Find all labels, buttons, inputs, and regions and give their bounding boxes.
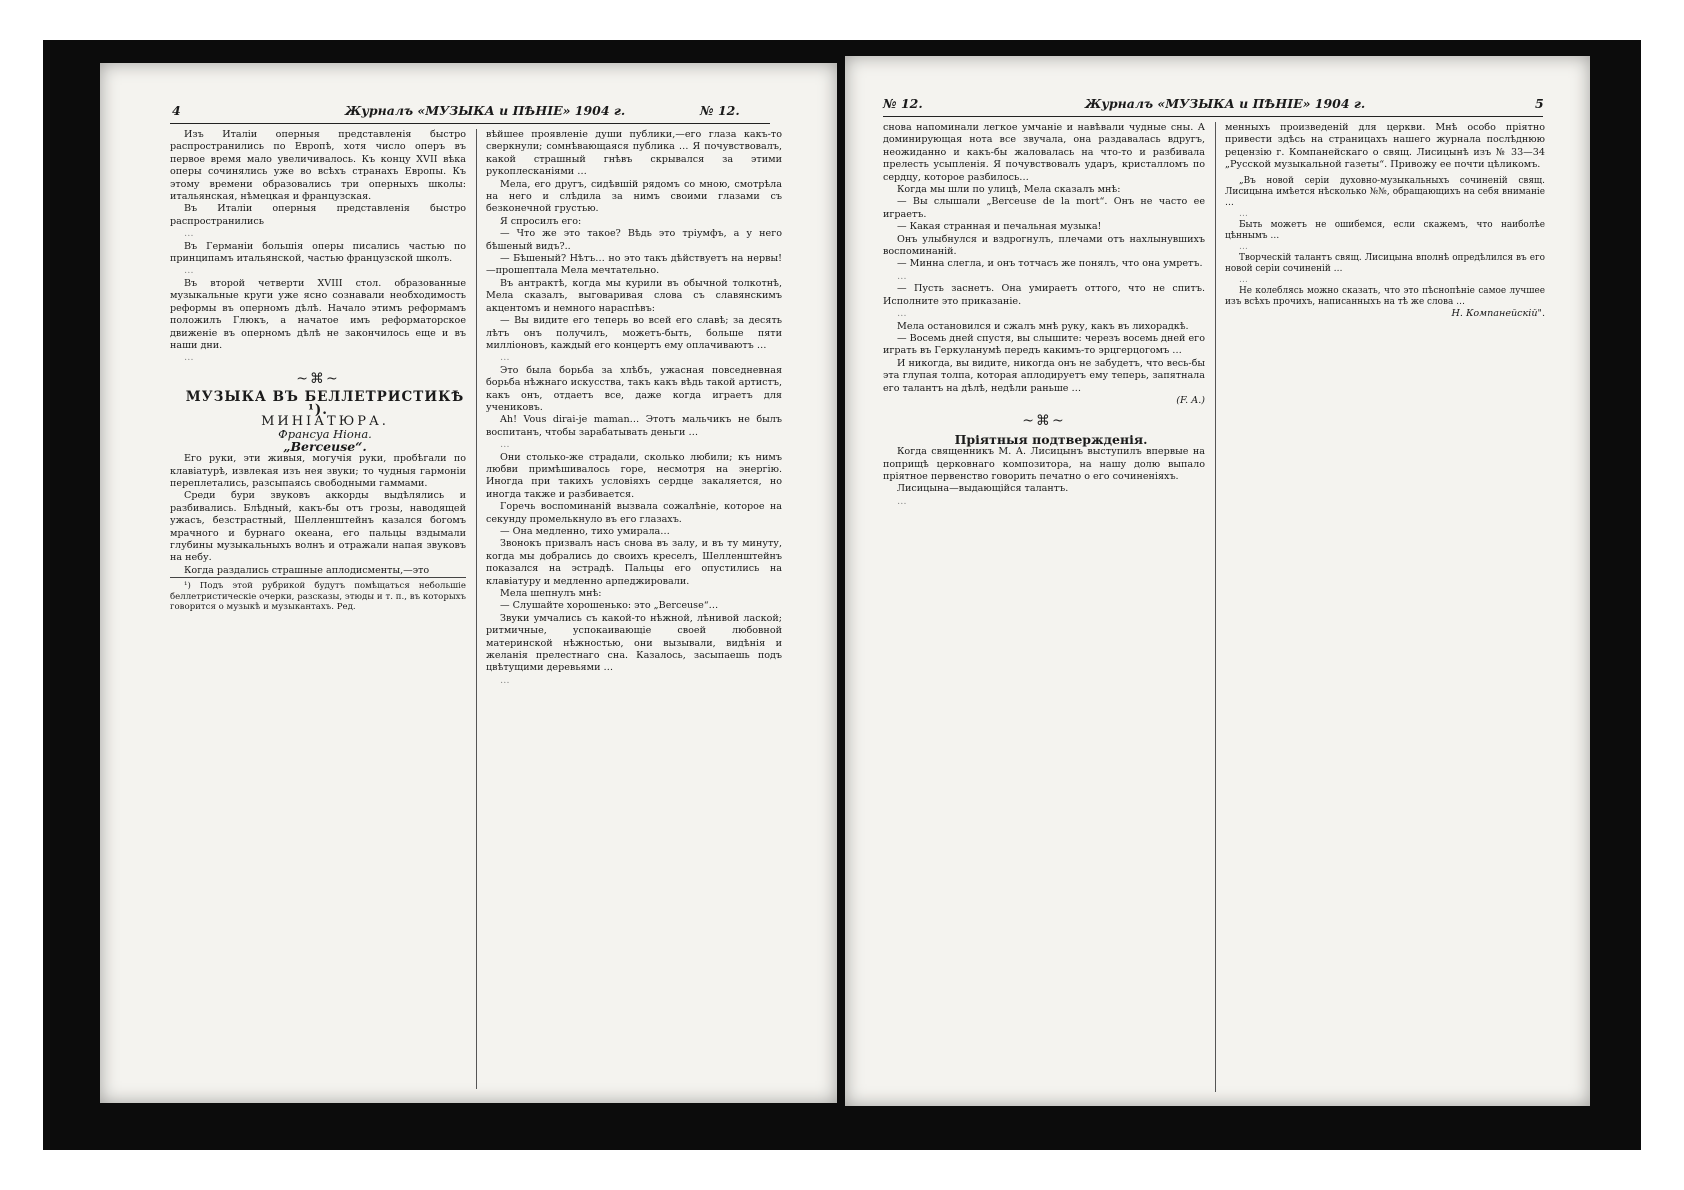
paragraph: Изъ Италіи оперныя представленія быстро распространились по Европѣ, хотя число оперъ въ первое время мало увеличивалось. Къ концу XVII вѣка оперы сочинялись уже во всѣхъ странахъ Европы. Къ этому времени образовались три оперныхъ школы: итальянская, нѣмецкая и французская. <box>170 129 466 203</box>
footnote: ¹) Подъ этой рубрикой будутъ помѣщаться небольшіе беллетристическіе очерки, разсказы, этюды и т. п., въ которыхъ говорится о музыкѣ и музыкантахъ. Ред. <box>170 577 466 613</box>
journal-title: Журналъ «МУЗЫКА и ПѢНІЕ» 1904 г. <box>345 103 626 118</box>
paragraph: Въ Германіи большія оперы писались частью по принципамъ итальянской, частью французской школъ. <box>170 240 466 265</box>
paragraph: — Она медленно, тихо умирала… <box>500 526 670 537</box>
right-page-header <box>845 96 1590 118</box>
paragraph: … <box>500 352 510 364</box>
paragraph: Я спросилъ его: <box>500 215 582 227</box>
section-subtitle: МИНІАТЮРА. <box>261 413 389 429</box>
paragraph: — Пусть заснетъ. Она умираетъ оттого, что не спитъ. Исполните это приказаніе. <box>883 283 1205 307</box>
paragraph: — Слушайте хорошенько: это „Berceuse“… <box>500 600 719 612</box>
journal-title: Журналъ «МУЗЫКА и ПѢНІЕ» 1904 г. <box>1085 96 1366 111</box>
paragraph: Звонокъ призвалъ насъ снова въ залу, и въ ту минуту, когда мы добрались до своихъ креселъ, Шелленштейнъ показался на эстрадѣ. Пальцы его опустились на клавіатуру и медленно арпеджировали. <box>486 538 782 587</box>
story-paragraph: Когда раздались страшные аплодисменты,—это <box>184 564 430 576</box>
header-rule <box>883 116 1543 117</box>
paragraph: … <box>897 270 907 282</box>
signature: (F. A.) <box>1176 394 1205 406</box>
quote-paragraph: … <box>1239 274 1248 285</box>
section-title: МУЗЫКА ВЪ БЕЛЛЕТРИСТИКѢ ¹). <box>185 389 465 418</box>
left-column-1 <box>170 129 466 1089</box>
paragraph: — Какая странная и печальная музыка! <box>897 221 1102 233</box>
paragraph: Звуки умчались съ какой-то нѣжной, лѣнивой лаской; ритмичные, успокаивающіе своей любовной материнской нѣжностью, они вызывали, видѣнія и желанія прелестнаго сна. Казалось, засыпаешь подъ цвѣтущими деревьями … <box>486 612 782 674</box>
quote-paragraph: Творческій талантъ свящ. Лисицына вполнѣ опредѣлился въ его новой серіи сочиненій … <box>1225 252 1545 274</box>
ornament-divider: ~⌘~ <box>296 370 340 387</box>
issue-number: № 12. <box>883 96 923 111</box>
paragraph: Онъ улыбнулся и вздрогнулъ, плечами отъ нахлынувшихъ воспоминаній. <box>883 233 1205 258</box>
paragraph: … <box>897 495 907 507</box>
paragraph: Мела, его другъ, сидѣвшій рядомъ со мною, смотрѣла на него и слѣдила за нимъ своими глазами съ безконечной грустью. <box>486 178 782 215</box>
paragraph: Это была борьба за хлѣбъ, ужасная повседневная борьба нѣжнаго искусства, такъ какъ вѣдь такой артистъ, какъ онъ, отдаетъ все, даже когда играетъ для учениковъ. <box>486 364 782 413</box>
section-author: Франсуа Ніона. <box>278 427 372 442</box>
paragraph: Лисицына—выдающійся талантъ. <box>897 483 1069 495</box>
paragraph: Въ Италіи оперныя представленія быстро распространились <box>170 203 466 227</box>
column-divider <box>476 129 477 1089</box>
quote-paragraph: … <box>1239 241 1248 252</box>
page-number: 5 <box>1535 96 1544 111</box>
signature: Н. Компанейскій". <box>1451 307 1545 319</box>
quote-paragraph: … <box>1239 208 1248 219</box>
paragraph: Въ второй четверти XVIII стол. образованные музыкальные круги уже ясно сознавали необходимость реформы въ оперномъ дѣлѣ. Начало этимъ реформамъ положилъ Глюкъ, а начатое имъ реформаторское движеніе въ оперномъ дѣлѣ не закончилось еще и въ наши дни. <box>170 277 466 351</box>
paragraph: — Что же это такое? Вѣдь это тріумфъ, а у него бѣшеный видъ?.. <box>486 228 782 252</box>
story-paragraph: Его руки, эти живыя, могучія руки, пробѣгали по клавіатурѣ, извлекая изъ нея звуки; то чудныя гармоніи переплетались, разсыпаясь свободными гаммами. <box>170 453 466 489</box>
story-paragraph: Среди бури звуковъ аккорды выдѣлялись и разбивались. Блѣдный, какъ-бы отъ грозы, наводящей ужасъ, безстрастный, Шелленштейнъ казался богомъ мрачного и бурнаго океана, его пальцы вздымали глубины музыкальныхъ волнъ и отражали напая звуковъ на небу. <box>170 490 466 564</box>
paragraph: Горечь воспоминаній вызвала сожалѣніе, которое на секунду промелькнуло въ его глазахъ. <box>486 501 782 525</box>
paragraph: Мела остановился и сжалъ мнѣ руку, какъ въ лихорадкѣ. <box>897 320 1189 332</box>
article-title: Пріятныя подтвержденія. <box>954 431 1148 447</box>
paragraph: Въ антрактѣ, когда мы курили въ обычной толкотнѣ, Мела сказалъ, выговаривая слова съ славянскимъ акцентомъ и немного нараспѣвъ: <box>486 277 782 314</box>
issue-number: № 12. <box>700 103 740 118</box>
quote-paragraph: Не колеблясь можно сказать, что это пѣснопѣніе самое лучшее изъ всѣхъ прочихъ, написанныхъ на тѣ же слова … <box>1225 285 1545 307</box>
paragraph: — Вы слышали „Berceuse de la mort“. Онъ не часто ее играетъ. <box>883 196 1205 220</box>
paragraph: — Минна слегла, и онъ тотчасъ же понялъ, что она умретъ. <box>897 258 1203 270</box>
paragraph: — Восемь дней спустя, вы слышите: черезъ восемь дней его играть въ Геркуланумѣ передъ какимъ-то эрцгерцогомъ … <box>883 332 1205 357</box>
right-column-1 <box>883 122 1205 1092</box>
page-number: 4 <box>172 103 181 118</box>
right-column-2 <box>1225 122 1545 1092</box>
left-column-2 <box>486 129 782 1089</box>
paragraph: … <box>184 265 194 277</box>
column-divider <box>1215 122 1216 1092</box>
paragraph: И никогда, вы видите, никогда онъ не забудетъ, что весь-бы эта глупая толпа, которая аплодируетъ ему теперь, запятнала его талантъ на дѣлѣ, недѣли раньше … <box>883 357 1205 394</box>
ornament-divider: ~⌘~ <box>1022 413 1066 430</box>
left-page-header <box>100 103 837 125</box>
header-rule <box>170 123 770 124</box>
quote-paragraph: Быть можетъ не ошибемся, если скажемъ, что наиболѣе цѣннымъ … <box>1225 219 1545 241</box>
paragraph: … <box>184 352 194 364</box>
paragraph: — Вы видите его теперь во всей его славѣ; за десять лѣтъ онъ получилъ, можетъ-быть, больше пяти милліоновъ, каждый его концертъ ему оплачиваютъ … <box>486 315 782 351</box>
paragraph: Мела шепнулъ мнѣ: <box>500 588 602 600</box>
piece-title: „Berceuse“. <box>283 438 367 454</box>
paragraph: … <box>184 228 194 240</box>
paragraph: вѣйшее проявленіе души публики,—его глаза какъ-то сверкнули; сомнѣвающаяся публика … Я почувствовалъ, какой страшный гнѣвъ скрывался за этими рукоплесканіями … <box>486 129 782 178</box>
paragraph: менныхъ произведеній для церкви. Мнѣ особо пріятно привести здѣсь на страницахъ нашего журнала послѣднюю рецензію г. Компанейскаго о свящ. Лисицынѣ изъ № 33—34 „Русской музыкальной газеты“. Привожу ее почти цѣликомъ. <box>1225 122 1545 171</box>
right-page <box>845 56 1590 1106</box>
paragraph: Когда мы шли по улицѣ, Мела сказалъ мнѣ: <box>897 184 1121 196</box>
quote-paragraph: „Въ новой серіи духовно-музыкальныхъ сочиненій свящ. Лисицына имѣется нѣсколько №№, обращающихъ на себя вниманіе … <box>1225 175 1545 208</box>
paragraph: — Бѣшеный? Нѣтъ… но это такъ дѣйствуетъ на нервы!—прошептала Мела мечтательно. <box>486 253 782 277</box>
paragraph: Они столько-же страдали, сколько любили; къ нимъ любви примѣшивалось горе, несмотря на энергію. Иногда при такихъ условіяхъ сердце закаляется, но иногда также и разбивается. <box>486 451 782 500</box>
paragraph: Когда священникъ М. А. Лисицынъ выступилъ впервые на поприщѣ церковнаго композитора, на нашу долю выпало пріятное первенство говорить печатно о его сочиненіяхъ. <box>883 446 1205 482</box>
paragraph: снова напоминали легкое умчаніе и навѣвали чудные сны. А доминирующая нота все звучала, она раздавалась вдругъ, неожиданно и какъ-бы жаловалась на что-то и разбивала прелесть усыпленія. Я почувствовалъ ударъ, кристалломъ по сердцу, которое разбилось… <box>883 122 1205 183</box>
paragraph: … <box>897 308 907 320</box>
paragraph: … <box>500 439 510 451</box>
paragraph: … <box>500 674 510 686</box>
paragraph: Ah! Vous dirai-je maman… Этотъ мальчикъ не былъ воспитанъ, чтобы зарабатывать деньги … <box>486 414 782 438</box>
left-page <box>100 63 837 1103</box>
